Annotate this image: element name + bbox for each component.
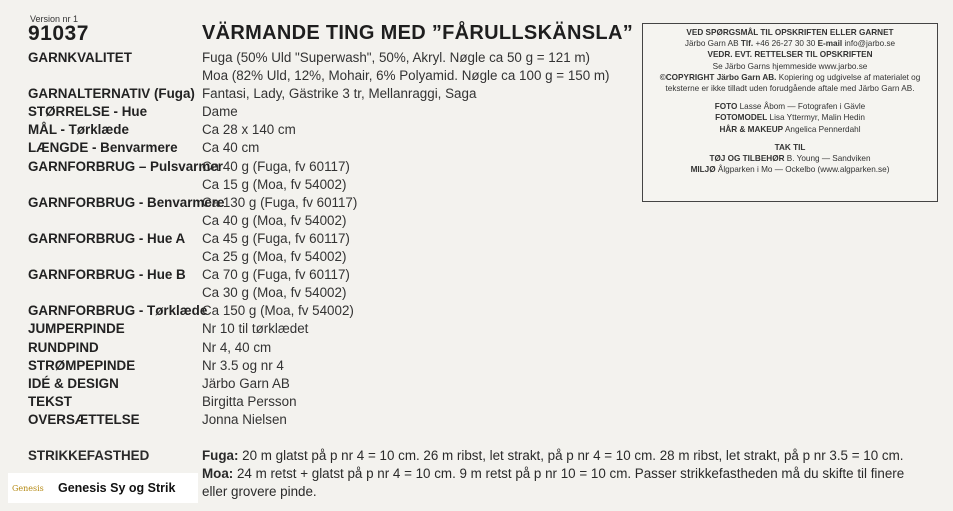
spec-row xyxy=(28,357,638,375)
gauge-moa-line xyxy=(202,465,946,483)
spec-label: MÅL - Tørklæde xyxy=(28,122,129,138)
spec-row xyxy=(28,393,638,411)
spec-row xyxy=(28,284,638,302)
info-model-credit: FOTOMODEL Lisa Yttermyr, Malin Hedin xyxy=(715,113,865,123)
spec-label: GARNFORBRUG - Hue A xyxy=(28,230,186,246)
spec-row xyxy=(28,139,638,157)
spec-value: Nr 10 til tørklædet xyxy=(202,321,309,337)
spec-row xyxy=(28,375,638,393)
spec-value: Ca 40 cm xyxy=(202,140,260,156)
info-contact-line: Järbo Garn AB Tlf. +46 26-27 30 30 E-mail info@jarbo.se xyxy=(684,39,896,49)
spec-list xyxy=(28,49,638,429)
spec-row xyxy=(28,194,638,212)
spec-row xyxy=(28,302,638,320)
spec-label: JUMPERPINDE xyxy=(28,321,125,337)
spec-label: RUNDPIND xyxy=(28,339,99,355)
spec-label xyxy=(28,176,202,194)
pattern-title: VÄRMANDE TING MED ”FÅRULLSKÄNSLA” xyxy=(202,22,633,44)
spec-row xyxy=(28,266,638,284)
spec-label: GARNFORBRUG - Benvarmere xyxy=(28,194,225,210)
spec-value: Fantasi, Lady, Gästrike 3 tr, Mellanraggi, Saga xyxy=(202,86,477,102)
gauge-moa-text: 24 m retst + glatst på p nr 4 = 10 cm. 9 m retst på p nr 10 = 10 cm. Passer strikkefastheden må du skifte til finere xyxy=(233,466,905,481)
spec-row xyxy=(28,67,638,85)
spec-row xyxy=(28,158,638,176)
spec-label xyxy=(28,67,202,85)
info-copyright-line-2: teksterne er ikke tilladt uden forudgående aftale med Järbo Garn AB. xyxy=(665,84,915,94)
spec-label: OVERSÆTTELSE xyxy=(28,411,140,427)
spec-value: Fuga (50% Uld "Superwash", 50%, Akryl. Nøgle ca 50 g = 121 m) xyxy=(202,50,590,65)
gauge-moa-line-2: eller grovere pinde. xyxy=(202,484,317,499)
version-label: Version nr 1 xyxy=(30,14,79,24)
spec-label xyxy=(28,248,202,266)
spec-value: Ca 15 g (Moa, fv 54002) xyxy=(202,176,347,192)
info-corrections-heading: VEDR. EVT. RETTELSER TIL OPSKRIFTEN xyxy=(707,50,873,60)
info-hair-credit: HÅR & MAKEUP Angelica Pennerdahl xyxy=(719,124,861,134)
gauge-fuga-name: Fuga: xyxy=(202,448,239,463)
info-thanks-heading: TAK TIL xyxy=(774,142,806,152)
spec-row xyxy=(28,230,638,248)
spec-value: Nr 3.5 og nr 4 xyxy=(202,357,284,373)
spec-value: Birgitta Persson xyxy=(202,393,297,409)
spec-label: GARNFORBRUG – Pulsvarmer xyxy=(28,158,223,174)
spec-row xyxy=(28,103,638,121)
spec-row xyxy=(28,411,638,429)
gauge-moa-name: Moa: xyxy=(202,466,234,481)
info-clothes-credit: TØJ OG TILBEHØR B. Young — Sandviken xyxy=(709,154,871,164)
spec-row xyxy=(28,85,638,103)
spec-value: Ca 25 g (Moa, fv 54002) xyxy=(202,249,347,265)
spec-value: Ca 45 g (Fuga, fv 60117) xyxy=(202,230,350,246)
spec-label: GARNFORBRUG - Hue B xyxy=(28,267,186,283)
spec-value: Järbo Garn AB xyxy=(202,375,290,391)
info-photo-credit: FOTO Lasse Åbom — Fotografen i Gävle xyxy=(714,102,866,112)
spec-value: Nr 4, 40 cm xyxy=(202,339,272,355)
pattern-number: 91037 xyxy=(28,22,89,45)
spec-label: STRØMPEPINDE xyxy=(28,357,136,373)
spec-row xyxy=(28,320,638,338)
spec-label xyxy=(28,284,202,302)
contact-info-box xyxy=(642,23,938,202)
info-location-credit: MILJØ Ålgparken i Mo — Ockelbo (www.algparken.se) xyxy=(690,165,890,175)
spec-value: Ca 70 g (Fuga, fv 60117) xyxy=(202,267,350,283)
spec-label: STØRRELSE - Hue xyxy=(28,104,148,120)
spec-value: Ca 40 g (Fuga, fv 60117) xyxy=(202,158,350,174)
spec-value: Jonna Nielsen xyxy=(202,411,287,427)
spec-row xyxy=(28,248,638,266)
spec-label: GARNALTERNATIV (Fuga) xyxy=(28,86,195,102)
spec-row xyxy=(28,339,638,357)
spec-label: GARNKVALITET xyxy=(28,50,132,65)
spec-label xyxy=(28,212,202,230)
info-questions-heading: VED SPØRGSMÅL TIL OPSKRIFTEN ELLER GARNET xyxy=(686,28,894,37)
spec-row xyxy=(28,176,638,194)
info-copyright-line: ©COPYRIGHT Järbo Garn AB. Kopiering og udgivelse af materialet og xyxy=(659,72,921,82)
info-website-line: Se Järbo Garns hjemmeside www.jarbo.se xyxy=(712,61,868,71)
spec-value: Moa (82% Uld, 12%, Mohair, 6% Polyamid. Nøgle ca 100 g = 150 m) xyxy=(202,68,610,84)
gauge-fuga-text: 20 m glatst på p nr 4 = 10 cm. 26 m ribst, let strakt, på p nr 4 = 10 cm. 28 m ribst, let strakt, på p nr 3.5 = 10 cm. xyxy=(238,448,904,463)
spec-label: TEKST xyxy=(28,393,72,409)
gauge-fuga-line xyxy=(202,447,946,465)
spec-value: Dame xyxy=(202,104,238,120)
spec-row xyxy=(28,49,638,67)
gauge-label: STRIKKEFASTHED xyxy=(28,448,150,463)
spec-row xyxy=(28,121,638,139)
spec-value: Ca 130 g (Fuga, fv 60117) xyxy=(202,194,358,210)
genesis-logo-mark: Genesis xyxy=(12,483,44,493)
spec-label: IDÉ & DESIGN xyxy=(28,375,119,391)
spec-value: Ca 150 g (Moa, fv 54002) xyxy=(202,303,354,319)
spec-label: LÆNGDE - Benvarmere xyxy=(28,140,178,156)
spec-label: GARNFORBRUG - Tørklæde xyxy=(28,303,208,319)
spec-value: Ca 28 x 140 cm xyxy=(202,122,296,138)
spec-value: Ca 30 g (Moa, fv 54002) xyxy=(202,285,347,301)
genesis-logo xyxy=(8,473,198,503)
spec-row xyxy=(28,212,638,230)
genesis-logo-name: Genesis Sy og Strik xyxy=(58,481,176,495)
spec-value: Ca 40 g (Moa, fv 54002) xyxy=(202,212,347,228)
